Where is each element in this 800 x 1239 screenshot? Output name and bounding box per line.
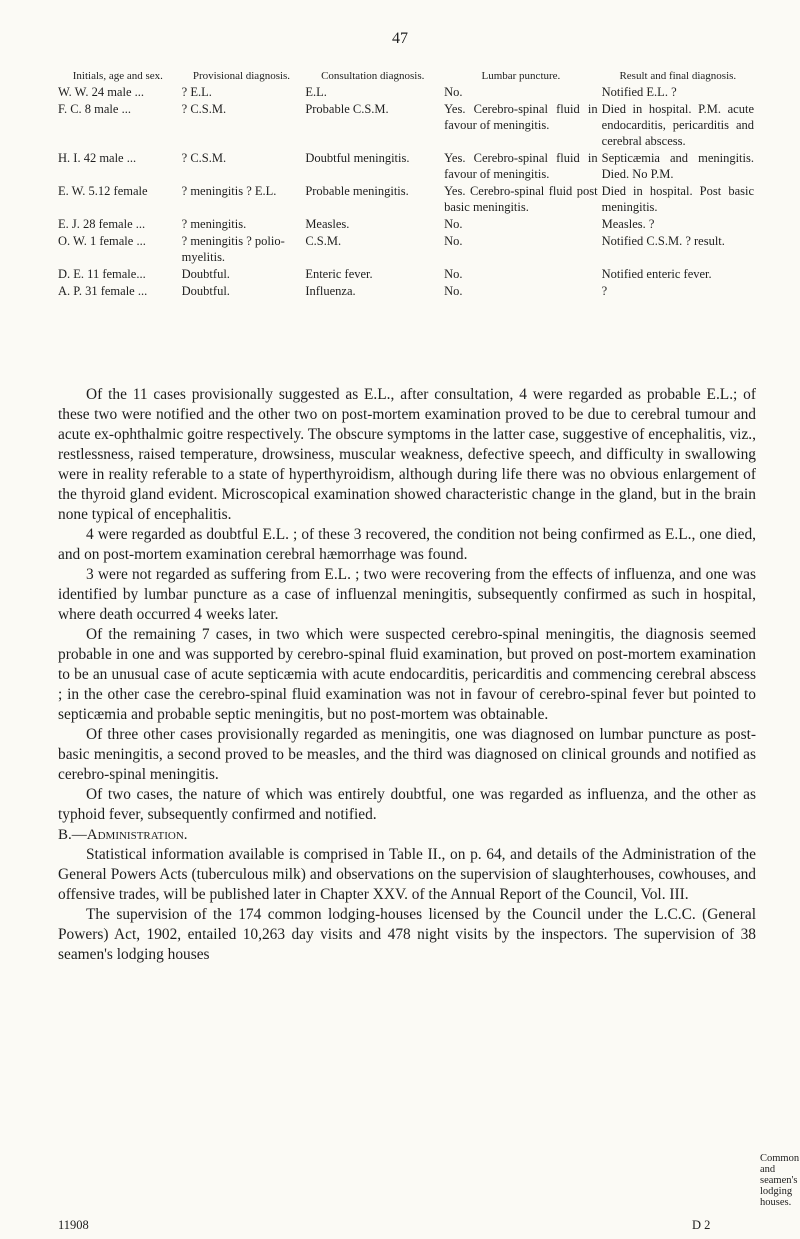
table-cell: Septicæmia and meningitis. Died. No P.M. — [601, 151, 754, 181]
column-header: Initials, age and sex. — [72, 70, 163, 82]
table-row — [56, 150, 756, 183]
table-cell: Yes. Cerebro-spinal fluid in favour of meningitis. — [444, 102, 598, 132]
margin-note: Common and seamen's lodging houses. — [760, 1153, 800, 1208]
table-cell: No. — [444, 284, 463, 298]
table-cell: A. P. 31 female ... — [58, 284, 148, 298]
paragraph: Statistical information available is comprised in Table II., on p. 64, and details of the Administration of the General Powers Acts (tuberculous milk) and observations on the supervision of slaughterhouses, cowhouses, and offensive trades, will be published later in Chapter XXV. of the Annual Report of the Council, Vol. III. — [58, 846, 756, 903]
table-cell: Measles. ? — [601, 217, 655, 231]
table-cell: C.S.M. — [305, 234, 342, 248]
table-cell: Probable C.S.M. — [305, 102, 389, 116]
footer-print-number: 11908 — [58, 1218, 89, 1232]
table-cell: Doubtful. — [181, 284, 230, 298]
table-cell: Yes. Cerebro-spinal fluid post basic meningitis. — [444, 184, 598, 214]
table-cell: ? meningitis. — [181, 217, 247, 231]
table-cell: Notified C.S.M. ? result. — [601, 234, 725, 248]
table-row — [56, 233, 756, 266]
footer-signature-mark: D 2 — [692, 1218, 711, 1232]
table-cell: Enteric fever. — [305, 267, 373, 281]
column-header: Result and final diagnosis. — [619, 70, 737, 82]
table-cell: O. W. 1 female ... — [58, 234, 146, 248]
table-cell: Yes. Cerebro-spinal fluid in favour of meningitis. — [444, 151, 598, 181]
column-header: Provisional diagnosis. — [192, 70, 291, 82]
table-cell: No. — [444, 85, 463, 99]
table-cell: W. W. 24 male ... — [58, 85, 144, 99]
table-cell: No. — [444, 234, 463, 248]
table-row — [56, 84, 756, 101]
table-row — [56, 216, 756, 233]
paragraph: Of the remaining 7 cases, in two which were suspected cerebro-spinal meningitis, the diagnosis seemed probable in one and was supported by cerebro-spinal fluid examination, but proved on post-mortem examination to be an unusual case of acute septicæmia with acute endocarditis, pericarditis and commencing cerebral abscess ; in the other case the cerebro-spinal fluid examination was not in favour of cerebro-spinal fever but pointed to septicæmia and probable septic meningitis, but no post-mortem was obtainable. — [58, 626, 756, 723]
paragraph: Of three other cases provisionally regarded as meningitis, one was diagnosed on lumbar puncture as post-basic meningitis, a second proved to be measles, and the third was diagnosed on clinical grounds and notified as cerebro-spinal meningitis. — [58, 726, 756, 783]
table-cell: D. E. 11 female... — [58, 267, 146, 281]
table-cell: Died in hospital. Post basic meningitis. — [601, 184, 754, 214]
table-cell: E. W. 5.12 female — [58, 184, 148, 198]
table-cell: No. — [444, 267, 463, 281]
table-cell: Probable meningitis. — [305, 184, 409, 198]
table-cell: ? meningitis ? E.L. — [181, 184, 277, 198]
table-header-row — [56, 70, 756, 84]
table-cell: Doubtful meningitis. — [305, 151, 410, 165]
body-text — [58, 385, 756, 965]
paragraph: Of the 11 cases provisionally suggested as E.L., after consultation, 4 were regarded as probable E.L.; of these two were notified and the other two on post-mortem examination proved to be due to cerebral tumour and acute ex-ophthalmic goitre respectively. The obscure symptoms in the latter case, suggestive of encephalitis, viz., restlessness, raised temperature, drowsiness, muscular weakness, defective speech, and difficulty in swallowing were in reality referable to a state of hyperthyroidism, although during life there was no obvious enlargement of the thyroid gland evident. Microscopical examination showed characteristic change in the gland, but in the brain none typical of encephalitis. — [58, 386, 756, 523]
paragraph: 4 were regarded as doubtful E.L. ; of these 3 recovered, the condition not being confirmed as E.L., one died, and on post-mortem examination cerebral hæmorrhage was found. — [58, 526, 756, 563]
table-cell: ? meningitis ? polio-myelitis. — [181, 234, 285, 264]
table-cell: Measles. — [305, 217, 350, 231]
table-cell: ? C.S.M. — [181, 102, 227, 116]
table-row — [56, 183, 756, 216]
table-cell: H. I. 42 male ... — [58, 151, 137, 165]
table-cell: ? E.L. — [181, 85, 212, 99]
table-cell: Notified E.L. ? — [601, 85, 677, 99]
paragraph: The supervision of the 174 common lodging-houses licensed by the Council under the L.C.C. (General Powers) Act, 1902, entailed 10,263 day visits and 478 night visits by the inspectors. The supervision of 38 seamen's lodging houses — [58, 906, 756, 963]
table-cell: ? — [601, 284, 608, 298]
section-heading — [58, 825, 756, 845]
page-number: 47 — [392, 30, 408, 47]
table-row — [56, 283, 756, 300]
column-header: Consultation diagnosis. — [321, 70, 425, 82]
table-cell: No. — [444, 217, 463, 231]
table-cell: Doubtful. — [181, 267, 230, 281]
table-row — [56, 101, 756, 150]
case-table — [56, 70, 756, 300]
table-cell: Died in hospital. P.M. acute endocarditis, pericarditis and cerebral abscess. — [601, 102, 754, 148]
paragraph: 3 were not regarded as suffering from E.L. ; two were recovering from the effects of influenza, and one was identified by lumbar puncture as a case of influenzal meningitis, subsequently confirmed as such in hospital, where death occurred 4 weeks later. — [58, 566, 756, 623]
paragraph: Of two cases, the nature of which was entirely doubtful, one was regarded as influenza, and the other as typhoid fever, subsequently confirmed and notified. — [58, 786, 756, 823]
table-row — [56, 266, 756, 283]
table-cell: Influenza. — [305, 284, 356, 298]
section-heading-prefix: B.— — [58, 827, 87, 843]
table-cell: F. C. 8 male ... — [58, 102, 131, 116]
column-header: Lumbar puncture. — [481, 70, 561, 82]
table-cell: ? C.S.M. — [181, 151, 227, 165]
section-heading-title: Administration. — [86, 827, 188, 843]
table-cell: E.L. — [305, 85, 327, 99]
table-cell: Notified enteric fever. — [601, 267, 712, 281]
table-cell: E. J. 28 female ... — [58, 217, 146, 231]
